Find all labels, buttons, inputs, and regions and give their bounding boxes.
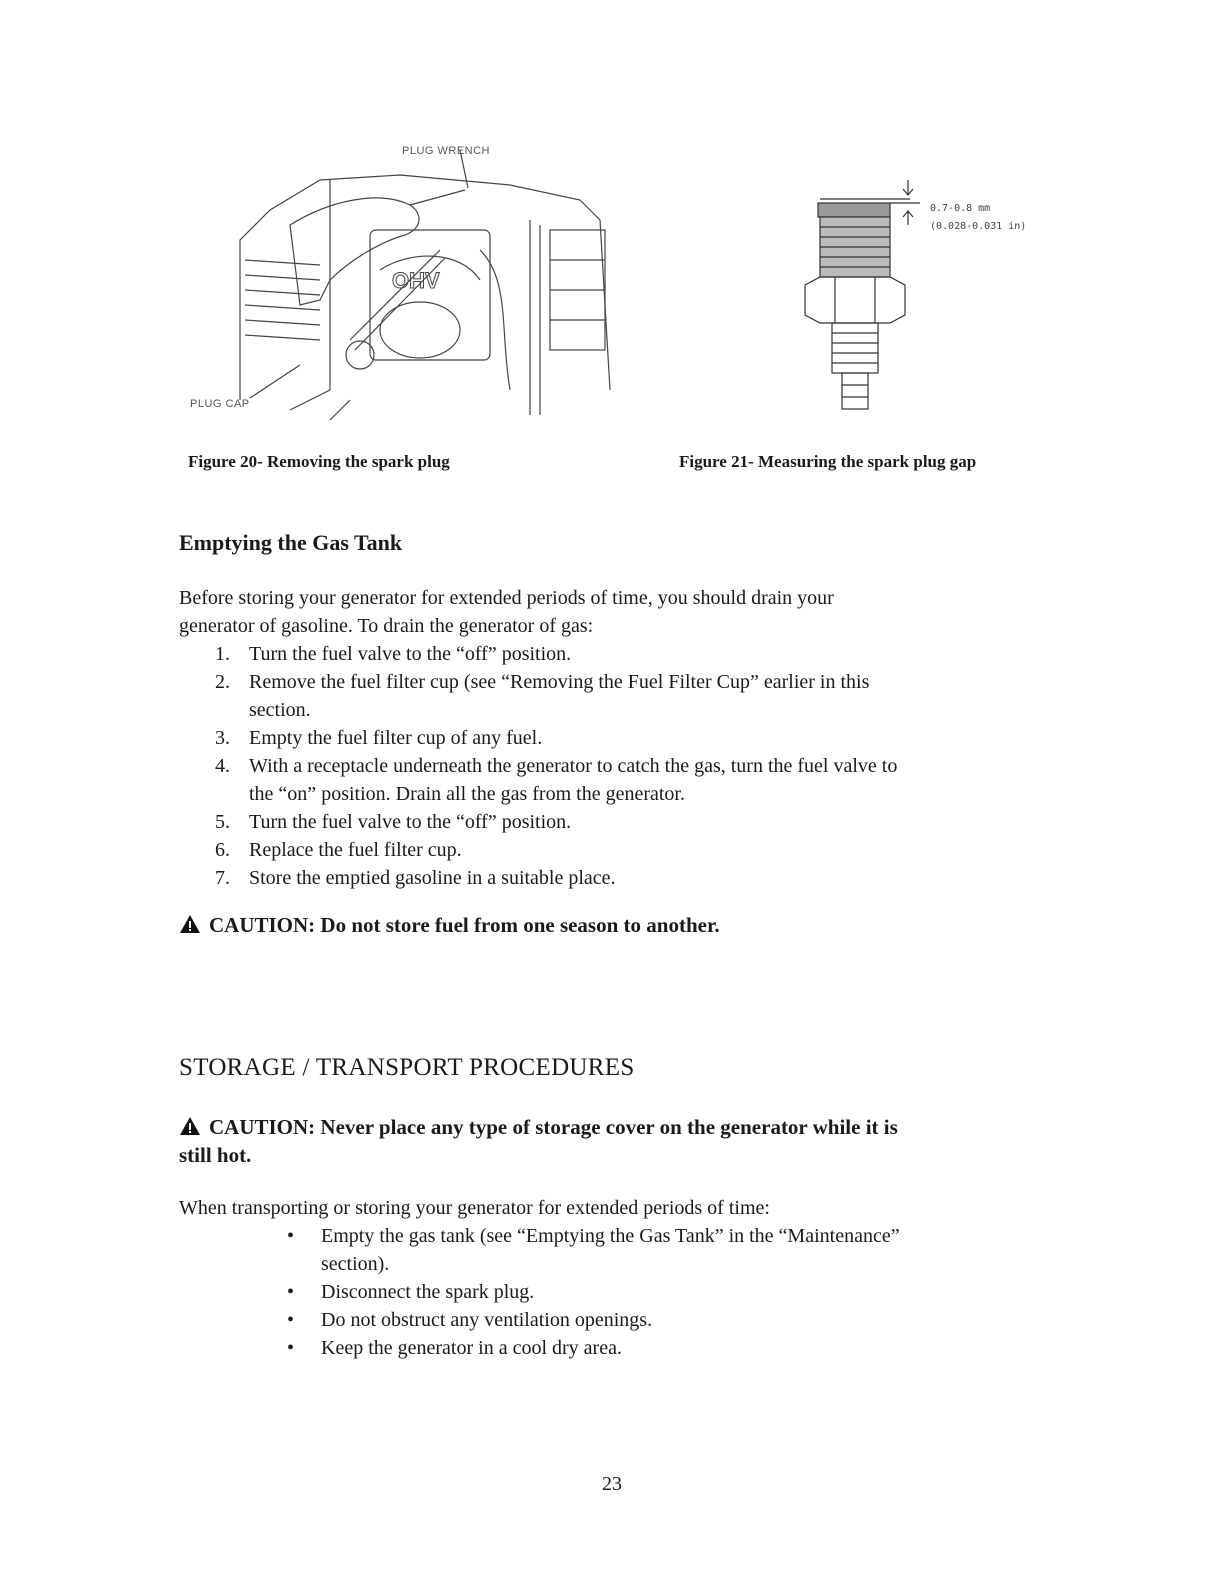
caution-storage-cover <box>179 1113 1079 1169</box>
step-number: 6. <box>215 839 230 861</box>
list-item <box>281 1334 1041 1362</box>
gap-in-label: (0.028-0.031 in) <box>930 221 1027 232</box>
list-item <box>179 836 1079 864</box>
spark-plug-gap-illustration <box>780 175 1050 425</box>
list-item <box>281 1222 1041 1278</box>
storage-bullets-list <box>281 1222 1041 1362</box>
step-number: 2. <box>215 671 230 693</box>
step-text: Empty the fuel filter cup of any fuel. <box>249 727 543 749</box>
bullet-text: Disconnect the spark plug. <box>321 1281 535 1303</box>
drain-steps-list <box>179 640 1079 892</box>
section1-intro <box>179 584 1079 640</box>
bullet-text: Empty the gas tank (see “Emptying the Gas Tank” in the “Maintenance” <box>321 1225 900 1247</box>
list-item <box>179 752 1079 808</box>
list-item <box>281 1278 1041 1306</box>
step-text: With a receptacle underneath the generator to catch the gas, turn the fuel valve to <box>249 755 898 777</box>
label-plug-wrench: PLUG WRENCH <box>402 145 491 157</box>
step-number: 4. <box>215 755 230 777</box>
warning-triangle-icon <box>179 1116 201 1136</box>
caution-text: CAUTION: Never place any type of storage cover on the generator while it is <box>209 1115 898 1139</box>
bullet-text: Keep the generator in a cool dry area. <box>321 1337 622 1359</box>
figure-20-caption: Figure 20- Removing the spark plug <box>188 452 450 471</box>
bullet-text: Do not obstruct any ventilation openings. <box>321 1309 653 1331</box>
caution-text: still hot. <box>179 1143 252 1167</box>
step-number: 5. <box>215 811 230 833</box>
page-number: 23 <box>602 1473 622 1495</box>
list-item <box>179 808 1079 836</box>
list-item <box>281 1306 1041 1334</box>
gap-mm-label: 0.7-0.8 mm <box>930 203 991 214</box>
label-plug-cap: PLUG CAP <box>190 398 250 410</box>
step-text: section. <box>249 699 311 721</box>
step-text: Turn the fuel valve to the “off” position. <box>249 811 572 833</box>
step-text: Remove the fuel filter cup (see “Removing the Fuel Filter Cup” earlier in this <box>249 671 870 693</box>
section2-intro: When transporting or storing your generator for extended periods of time: <box>179 1197 770 1219</box>
intro-line: generator of gasoline. To drain the generator of gas: <box>179 615 594 637</box>
section-heading-emptying-gas-tank: Emptying the Gas Tank <box>179 530 403 555</box>
list-item <box>179 640 1079 668</box>
step-text: the “on” position. Drain all the gas from the generator. <box>249 783 685 805</box>
intro-line: Before storing your generator for extended periods of time, you should drain your <box>179 587 834 609</box>
caution-fuel-season <box>179 911 720 939</box>
step-text: Turn the fuel valve to the “off” position. <box>249 643 572 665</box>
list-item <box>179 724 1079 752</box>
figure-20 <box>180 130 630 430</box>
step-text: Replace the fuel filter cup. <box>249 839 462 861</box>
caution-text: CAUTION: Do not store fuel from one season to another. <box>209 913 720 937</box>
spark-plug-removal-illustration <box>180 130 630 430</box>
section-heading-storage-transport: STORAGE / TRANSPORT PROCEDURES <box>179 1054 635 1081</box>
bullet-text: section). <box>321 1253 390 1275</box>
step-number: 7. <box>215 867 230 889</box>
list-item <box>179 668 1079 724</box>
list-item <box>179 864 1079 892</box>
step-text: Store the emptied gasoline in a suitable place. <box>249 867 616 889</box>
engine-ohv-marking: OHV <box>392 268 440 293</box>
figure-21-caption: Figure 21- Measuring the spark plug gap <box>679 452 977 471</box>
warning-triangle-icon <box>179 914 201 934</box>
step-number: 3. <box>215 727 230 749</box>
figure-21 <box>780 175 1050 425</box>
step-number: 1. <box>215 643 230 665</box>
